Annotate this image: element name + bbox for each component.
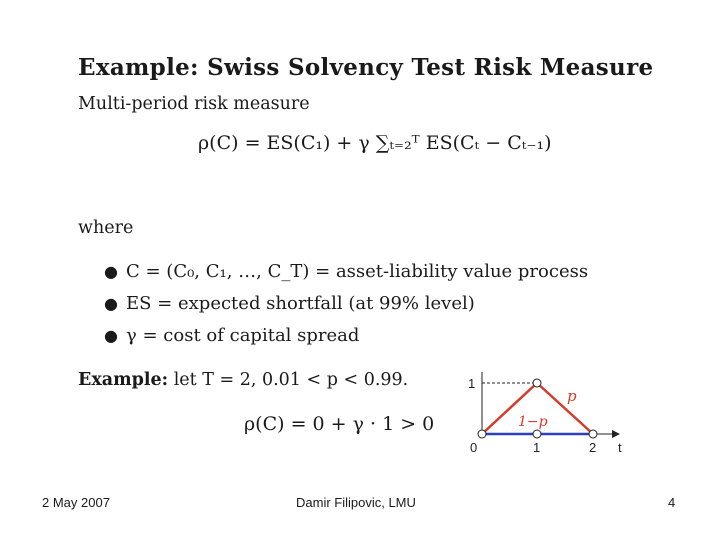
bullet-item: ● C = (C₀, C₁, …, C_T) = asset-liability value process — [106, 256, 588, 288]
example-text: let T = 2, 0.01 < p < 0.99. — [173, 370, 409, 390]
slide-title: Example: Swiss Solvency Test Risk Measure — [78, 54, 654, 81]
footer-author: Damir Filipovic, LMU — [296, 495, 416, 510]
node-end — [589, 430, 597, 438]
y-tick-1: 1 — [468, 376, 476, 391]
x-axis-label: t — [618, 440, 622, 455]
upper-branch-prob-label: p — [567, 387, 577, 405]
x-tick-2: 2 — [589, 440, 597, 455]
bullet-dot-icon: ● — [104, 262, 118, 281]
bullet-item: ● γ = cost of capital spread — [106, 320, 588, 352]
bullet-dot-icon: ● — [104, 294, 118, 313]
example-label: Example: — [78, 370, 169, 390]
example-result-formula: ρ(C) = 0 + γ · 1 > 0 — [244, 413, 435, 435]
y-tick-0: 0 — [470, 440, 478, 455]
node-up — [533, 379, 541, 387]
footer-page-number: 4 — [668, 495, 676, 510]
bullet-dot-icon: ● — [104, 326, 118, 345]
footer-date: 2 May 2007 — [42, 495, 110, 510]
where-label: where — [78, 218, 134, 238]
bullet-item: ● ES = expected shortfall (at 99% level) — [106, 288, 588, 320]
slide-subtitle: Multi-period risk measure — [78, 94, 310, 114]
node-origin — [478, 430, 486, 438]
x-tick-1: 1 — [533, 440, 541, 455]
x-axis-arrow-icon — [612, 430, 620, 438]
node-mid — [533, 430, 541, 438]
formula-main-text: ρ(C) = ES(C₁) + γ ∑ₜ₌₂ᵀ ES(Cₜ − Cₜ₋₁) — [198, 132, 552, 154]
lower-branch-prob-label: 1−p — [518, 414, 548, 430]
